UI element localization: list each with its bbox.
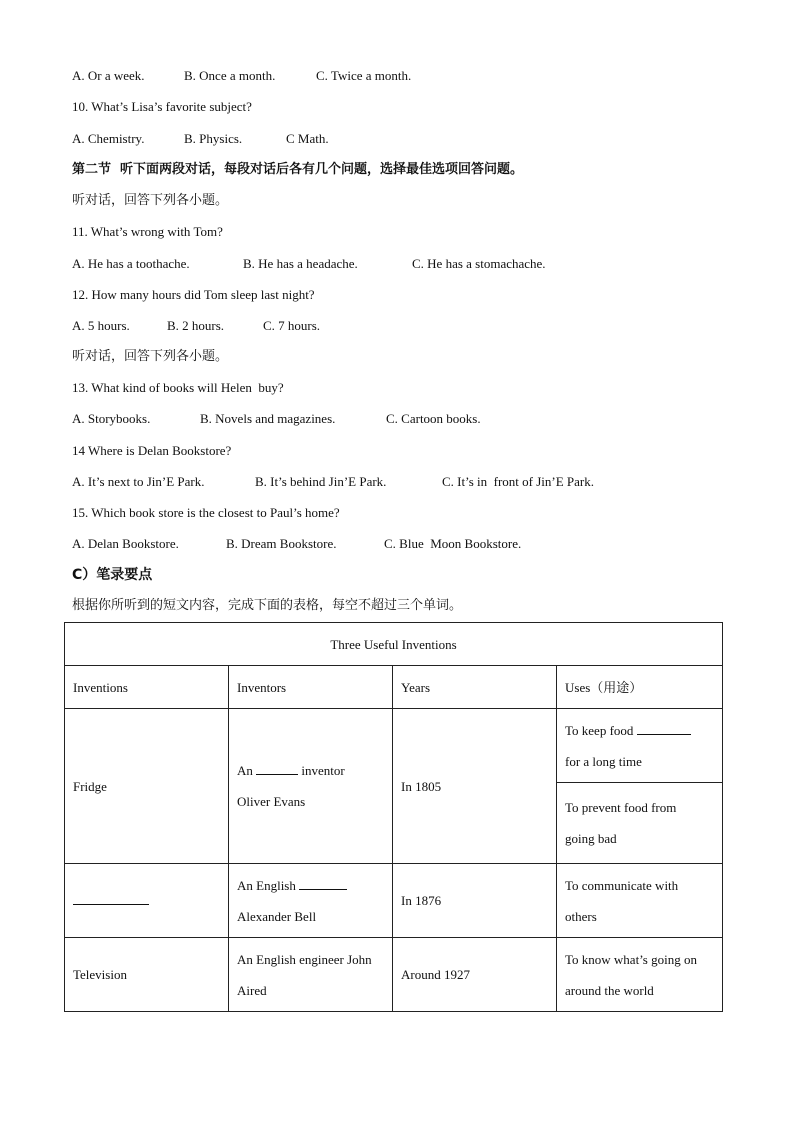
q12-option-c: C. 7 hours. — [263, 318, 321, 333]
q14-question: 14 Where is Delan Bookstore? — [72, 443, 232, 458]
header-uses: Uses（用途） — [557, 666, 723, 709]
q10-question: 10. What’s Lisa’s favorite subject? — [72, 99, 252, 114]
q15-option-a: A. Delan Bookstore. — [72, 536, 179, 551]
tv-use-cell — [557, 938, 723, 1012]
q9-option-b: B. Once a month. — [184, 68, 276, 83]
q15-option-c: C. Blue Moon Bookstore. — [384, 536, 522, 551]
fridge-use1-pre: To keep food — [565, 722, 634, 738]
q15-question: 15. Which book store is the closest to Paul’s home? — [72, 505, 340, 520]
q15-option-b: B. Dream Bookstore. — [226, 536, 337, 551]
q11-option-c: C. He has a stomachache. — [412, 256, 546, 271]
phone-use-line2: others — [565, 908, 597, 924]
tv-inventor-line2: Aired — [237, 982, 267, 998]
tv-invention: Television — [65, 938, 229, 1012]
tv-use-line2: around the world — [565, 982, 654, 998]
fridge-use2-line2: going bad — [565, 831, 617, 846]
phone-year: In 1876 — [393, 864, 557, 938]
table-header-row — [65, 666, 723, 709]
q13-option-a: A. Storybooks. — [72, 411, 151, 426]
q13-option-c: C. Cartoon books. — [386, 411, 481, 426]
fridge-use1-cell — [557, 709, 723, 783]
fridge-use1-post: for a long time — [565, 753, 642, 769]
q12-question: 12. How many hours did Tom sleep last night? — [72, 287, 315, 302]
phone-inventor-cell — [229, 864, 393, 938]
fridge-use2-cell — [557, 783, 723, 864]
tv-inventor-cell — [229, 938, 393, 1012]
fridge-invention: Fridge — [65, 709, 229, 864]
q9-option-a: A. Or a week. — [72, 68, 145, 83]
phone-inventor-pre: An English — [237, 877, 296, 893]
fridge-use1-blank[interactable] — [637, 722, 691, 735]
q10-option-c: C Math. — [286, 131, 329, 146]
phone-inventor-name: Alexander Bell — [237, 908, 317, 924]
q12-option-a: A. 5 hours. — [72, 318, 130, 333]
dialog1-instruction: 听对话，回答下列各小题。 — [72, 193, 229, 208]
q13-question: 13. What kind of books will Helen buy? — [72, 380, 284, 395]
phone-inventor-blank[interactable] — [299, 877, 347, 890]
q14-option-a: A. It’s next to Jin’E Park. — [72, 474, 205, 489]
inventions-table — [64, 622, 723, 1012]
q10-option-a: A. Chemistry. — [72, 131, 145, 146]
table-row-phone — [65, 864, 723, 938]
q14-option-c: C. It’s in front of Jin’E Park. — [442, 474, 595, 489]
table-title-row — [65, 623, 723, 666]
phone-invention-blank[interactable] — [73, 892, 149, 905]
tv-inventor-line1: An English engineer John — [237, 951, 372, 967]
section-c-instruction: 根据你所听到的短文内容，完成下面的表格，每空不超过三个单词。 — [72, 598, 463, 613]
fridge-inventor-name: Oliver Evans — [237, 794, 306, 809]
fridge-use2-line1: To prevent food from — [565, 800, 677, 815]
fridge-inventor-post: inventor — [301, 763, 345, 778]
header-inventors: Inventors — [229, 666, 393, 709]
section2-heading: 第二节 听下面两段对话，每段对话后各有几个问题，选择最佳选项回答问题。 — [72, 162, 524, 177]
tv-use-line1: To know what’s going on — [565, 951, 697, 967]
phone-invention-cell — [65, 864, 229, 938]
phone-use-line1: To communicate with — [565, 877, 679, 893]
section-c-heading: C）笔录要点 — [72, 567, 153, 583]
phone-use-cell — [557, 864, 723, 938]
q11-option-a: A. He has a toothache. — [72, 256, 190, 271]
q11-option-b: B. He has a headache. — [243, 256, 358, 271]
header-inventions: Inventions — [65, 666, 229, 709]
table-row-fridge — [65, 709, 723, 783]
fridge-inventor-pre: An — [237, 763, 253, 778]
q13-option-b: B. Novels and magazines. — [200, 411, 336, 426]
table-title: Three Useful Inventions — [65, 623, 723, 666]
q11-question: 11. What’s wrong with Tom? — [72, 224, 223, 239]
q10-option-b: B. Physics. — [184, 131, 243, 146]
q9-option-c: C. Twice a month. — [316, 68, 412, 83]
q12-option-b: B. 2 hours. — [167, 318, 225, 333]
dialog2-instruction: 听对话，回答下列各小题。 — [72, 349, 229, 364]
header-years: Years — [393, 666, 557, 709]
fridge-inventor-blank[interactable] — [256, 762, 298, 775]
table-row-tv — [65, 938, 723, 1012]
tv-year: Around 1927 — [393, 938, 557, 1012]
fridge-year: In 1805 — [393, 709, 557, 864]
fridge-inventor-cell — [229, 709, 393, 864]
q14-option-b: B. It’s behind Jin’E Park. — [255, 474, 387, 489]
